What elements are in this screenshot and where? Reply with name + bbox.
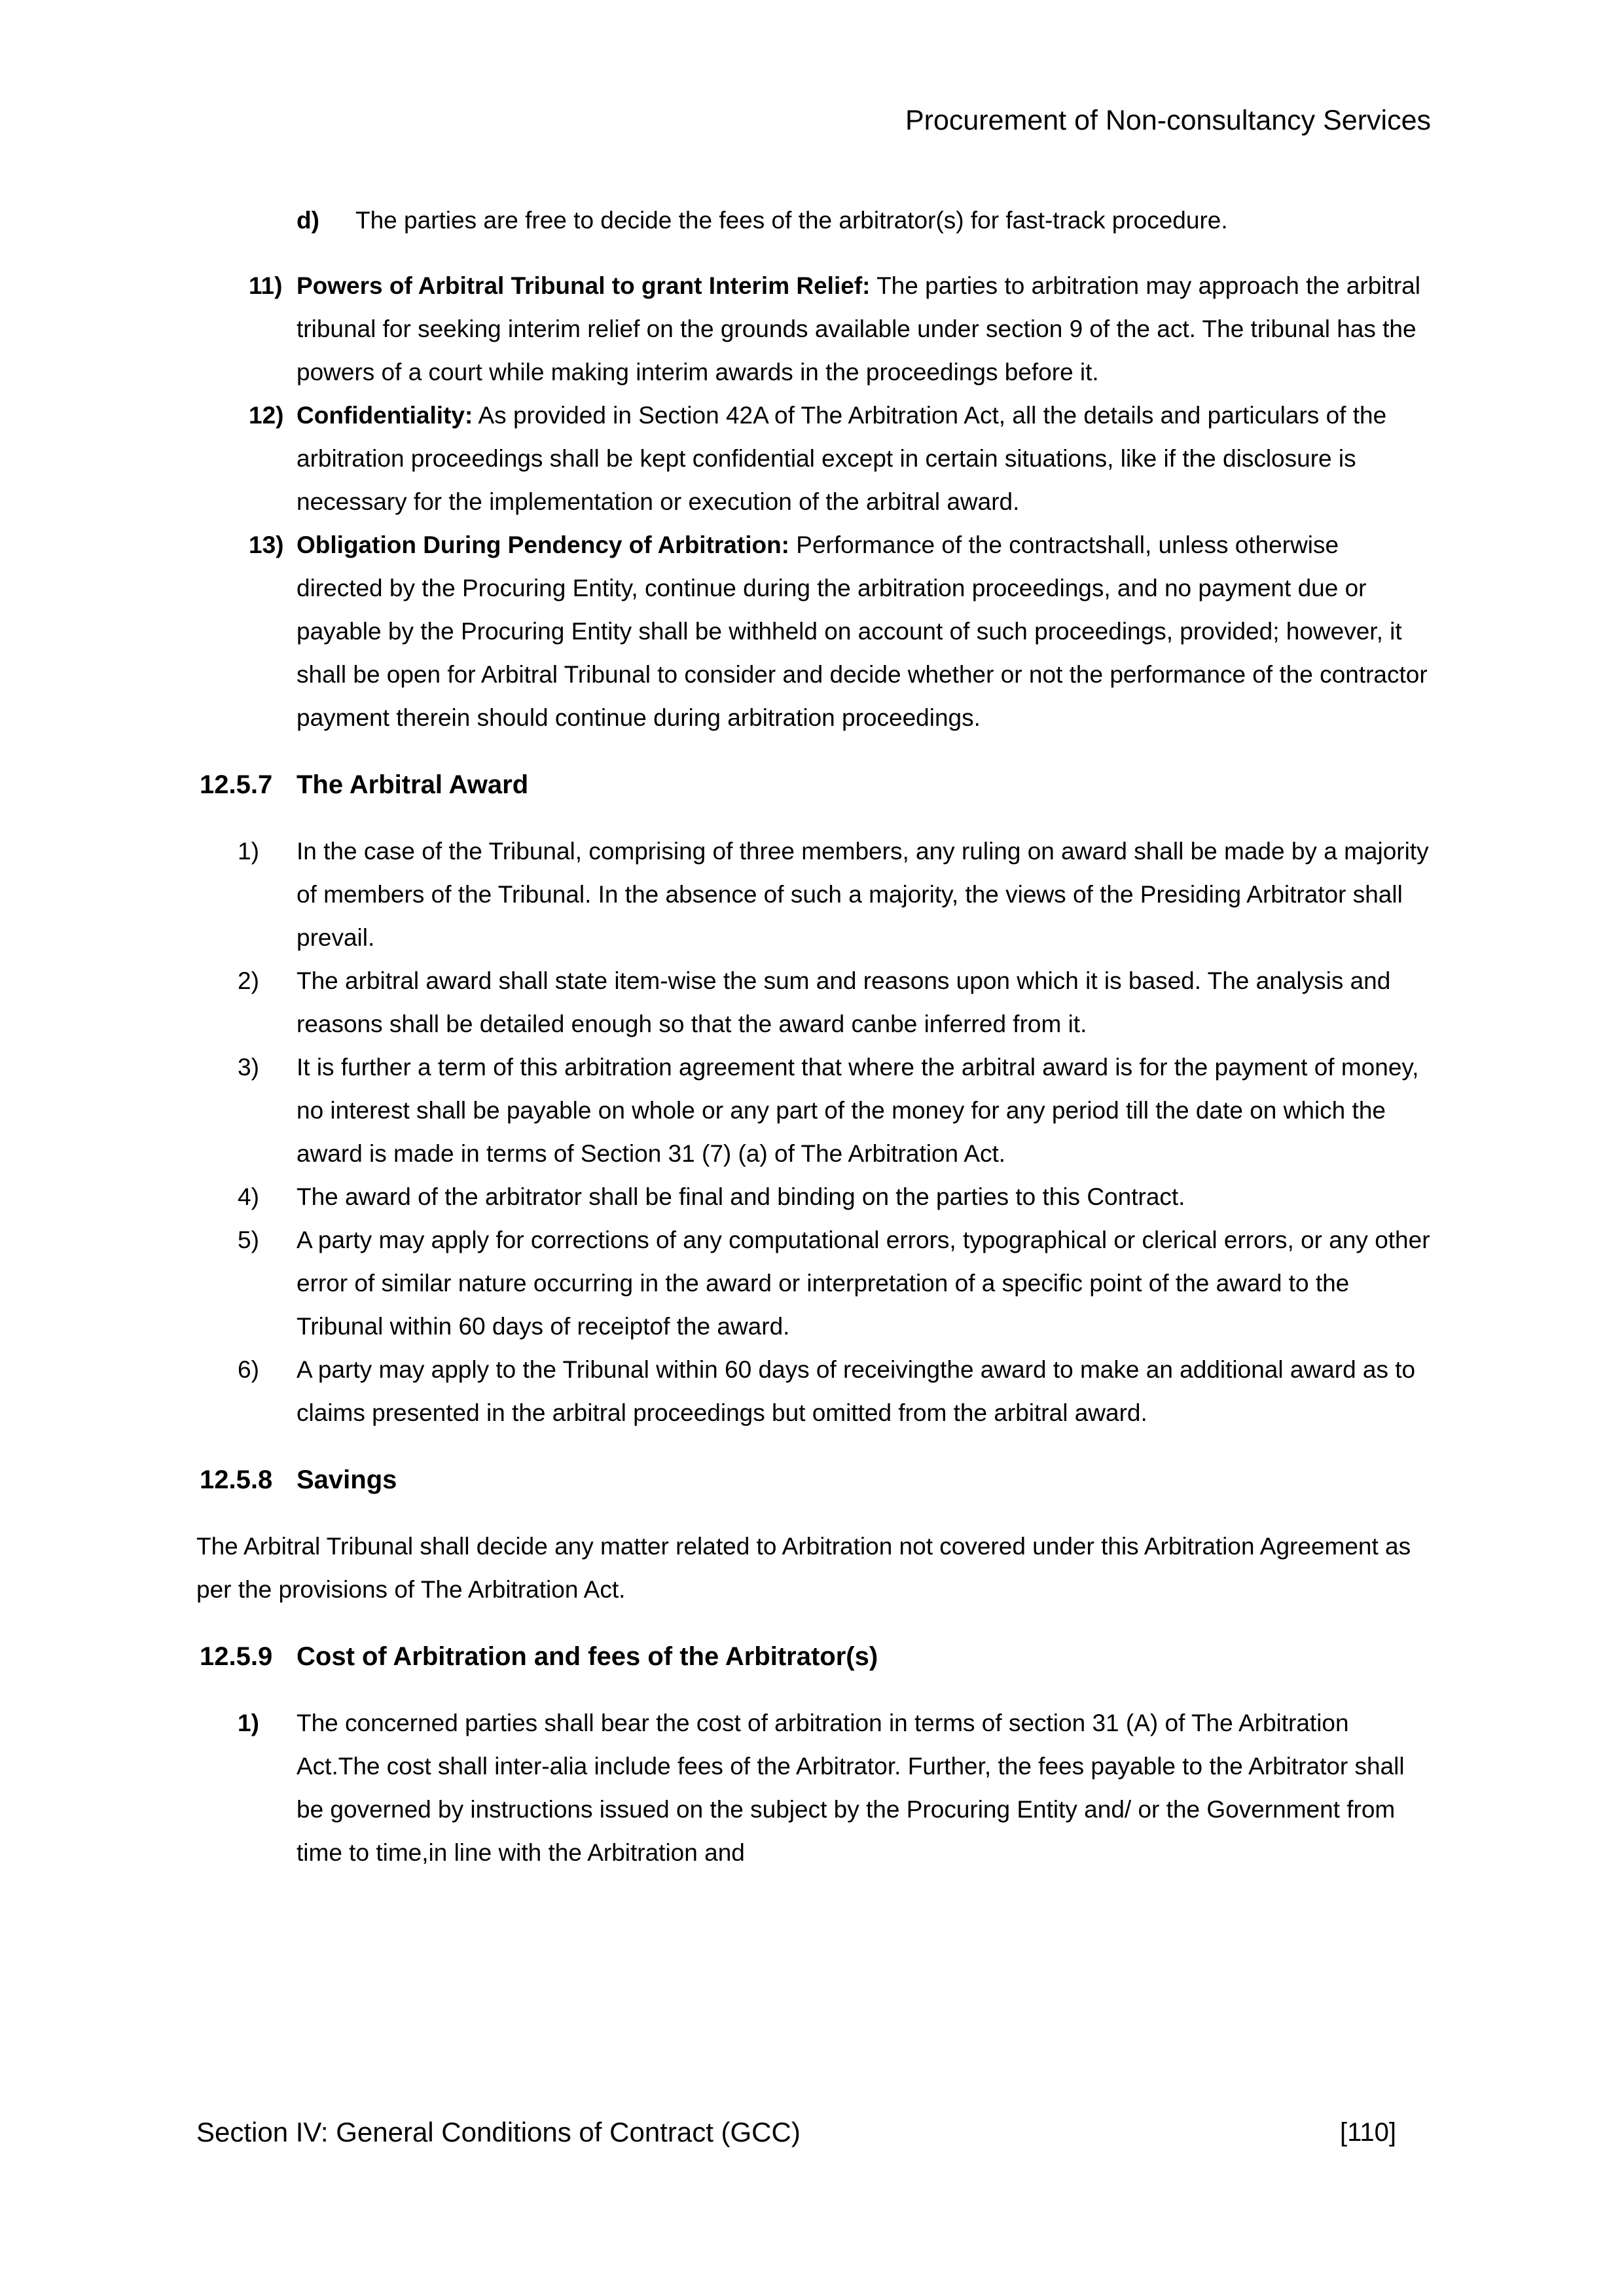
section-number-12-5-7: 12.5.7 [200,770,273,799]
header-title: Procurement of Non-consultancy Services [905,105,1431,136]
list-text-757-6: A party may apply to the Tribunal within 60 days of receivingthe award to make an additional award as to claims presented in the arbitral proceedings but omitted from the arbitral award. [297,1356,1416,1426]
list-marker-757-4: 4) [238,1183,259,1210]
list-text-12: As provided in Section 42A of The Arbitration Act, all the details and particulars of the arbitration proceedings shall be kept confidential except in certain situations, like if the disclosure is necessary for the implementation or execution of the arbitral award. [297,402,1387,515]
list-marker-12: 12) [249,402,284,429]
page-header [196,99,1431,142]
list-text-757-3: It is further a term of this arbitration agreement that where the arbitral award is for the payment of money, no interest shall be payable on whole or any part of the money for any period till the date on which the award is made in terms of Section 31 (7) (a) of The Arbitration Act. [297,1054,1419,1167]
section-number-12-5-8: 12.5.8 [200,1465,273,1494]
page-footer [196,2111,1396,2154]
list-item-13 [249,524,1431,740]
list-bold-lead-12: Confidentiality: [297,402,473,429]
list-marker-757-5: 5) [238,1227,259,1253]
list-body-11 [297,264,1431,394]
list-item-757-4 [238,1175,1431,1219]
list-item-757-6 [238,1348,1431,1435]
list-item-757-3 [238,1046,1431,1175]
list-marker-757-1: 1) [238,838,259,865]
list-item-757-5 [238,1219,1431,1348]
list-bold-lead-13: Obligation During Pendency of Arbitration: [297,531,790,558]
section-heading-12-5-7 [196,763,1431,806]
list-text-757-4: The award of the arbitrator shall be final and binding on the parties to this Contract. [297,1183,1185,1210]
list-item-757-2 [238,960,1431,1046]
section-title-12-5-9: Cost of Arbitration and fees of the Arbitrator(s) [297,1642,878,1671]
section-number-12-5-9: 12.5.9 [200,1642,273,1671]
list-item-757-1 [238,830,1431,960]
list-item-d [297,199,1431,242]
section-title-12-5-7: The Arbitral Award [297,770,529,799]
list-marker-757-6: 6) [238,1356,259,1383]
list-bold-lead-11: Powers of Arbitral Tribunal to grant Interim Relief: [297,272,871,299]
list-marker-757-2: 2) [238,967,259,994]
list-text-757-1: In the case of the Tribunal, comprising of three members, any ruling on award shall be made by a majority of members of the Tribunal. In the absence of such a majority, the views of the Presiding Arbitrator shall prevail. [297,838,1429,951]
list-marker-11: 11) [249,272,283,299]
section-heading-12-5-9 [196,1635,1431,1678]
footer-section-label: Section IV: General Conditions of Contract (GCC) [196,2117,801,2147]
section-title-12-5-8: Savings [297,1465,397,1494]
list-text-d: The parties are free to decide the fees of the arbitrator(s) for fast-track procedure. [355,207,1228,234]
list-text-757-2: The arbitral award shall state item-wise the sum and reasons upon which it is based. The analysis and reasons shall be detailed enough so that the award canbe inferred from it. [297,967,1391,1037]
list-text-13: Performance of the contractshall, unless otherwise directed by the Procuring Entity, continue during the arbitration proceedings, and no payment due or payable by the Procuring Entity shall be withheld on account of such proceedings, provided; however, it shall be open for Arbitral Tribunal to consider and decide whether or not the performance of the contractor payment therein should continue during arbitration proceedings. [297,531,1428,731]
list-body-12 [297,394,1431,524]
list-marker-13: 13) [249,531,284,558]
list-marker-759-1: 1) [238,1710,259,1736]
list-item-759-1 [238,1702,1431,1874]
list-marker-757-3: 3) [238,1054,259,1081]
section-heading-12-5-8 [196,1458,1431,1501]
savings-paragraph: The Arbitral Tribunal shall decide any matter related to Arbitration not covered under this Arbitration Agreement as per the provisions of The Arbitration Act. [196,1533,1411,1603]
list-text-11: The parties to arbitration may approach the arbitral tribunal for seeking interim relief on the grounds available under section 9 of the act. The tribunal has the powers of a court while making interim awards in the proceedings before it. [297,272,1420,386]
list-text-759-1: The concerned parties shall bear the cost of arbitration in terms of section 31 (A) of The Arbitration Act.The cost shall inter-alia include fees of the Arbitrator. Further, the fees payable to the Arbitrator shall be governed by instructions issued on the subject by the Procuring Entity and/ or the Government from time to time,in line with the Arbitration and [297,1710,1405,1866]
list-item-12 [249,394,1431,524]
list-body-13 [297,524,1431,740]
list-item-11 [249,264,1431,394]
list-text-757-5: A party may apply for corrections of any computational errors, typographical or clerical errors, or any other error of similar nature occurring in the award or interpretation of a specific point of the award to the Tribunal within 60 days of receiptof the award. [297,1227,1430,1340]
list-marker-d: d) [297,207,319,234]
footer-page-number: [110] [1340,2118,1396,2147]
